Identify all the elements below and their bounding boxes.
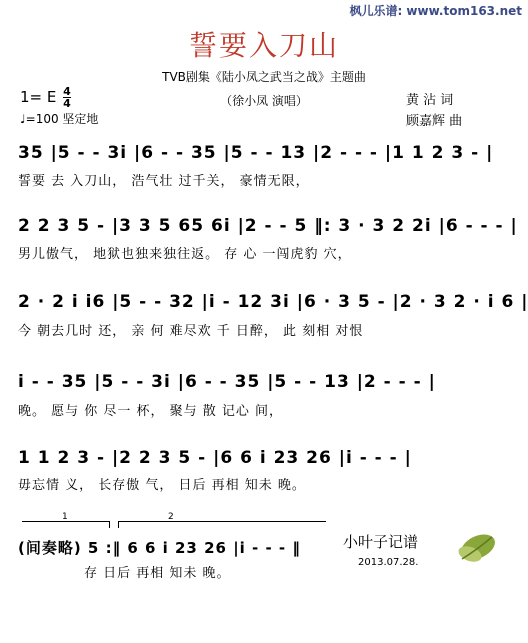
second-ending-number: 2 <box>168 512 174 522</box>
score-notes-row-4: i - - 35 |5 - - 3i |6 - - 35 |5 - - 13 |2 - - - | <box>18 372 436 392</box>
first-ending-tick <box>109 521 110 528</box>
tea-leaf-icon <box>452 527 500 567</box>
first-ending-number: 1 <box>62 512 68 522</box>
score-lyrics-row-6: 存 日后 再相 知未 晚。 <box>84 566 231 581</box>
score-lyrics-row-5: 毋忘情 义， 长存傲 气， 日后 再相 知未 晚。 <box>18 478 306 493</box>
key-signature <box>20 86 71 109</box>
song-title: 誓要入刀山 <box>188 29 339 62</box>
lyricist: 黄 沾 词 <box>406 93 454 108</box>
score-lyrics-row-2: 男儿傲气， 地狱也独来独往返。 存 心 一闯虎豹 穴， <box>18 247 352 262</box>
transcriber-signature: 小叶子记谱 <box>343 533 419 551</box>
key-label: 1= E <box>20 88 57 106</box>
site-watermark: 枫儿乐谱: www.tom163.net <box>349 4 522 18</box>
score-notes-row-2: 2 2 3 5 - |3 3 5 65 6i |2 - - 5 ‖: 3 · 3 2 2i |6 - - - | <box>18 216 518 236</box>
tempo-marking: ♩=100 坚定地 <box>20 112 99 126</box>
score-lyrics-row-4: 晚。 愿与 你 尽一 杯， 聚与 散 记心 间， <box>18 404 284 419</box>
score-notes-row-1: 35 |5 - - 3i |6 - - 35 |5 - - 13 |2 - - - |1 1 2 3 - | <box>18 143 494 163</box>
score-notes-row-5: 1 1 2 3 - |2 2 3 5 - |6 6 i 23 26 |i - - - | <box>18 448 412 468</box>
time-signature <box>63 86 71 109</box>
time-top: 4 <box>63 85 71 98</box>
second-ending-tick <box>118 521 119 528</box>
score-lyrics-row-3: 今 朝去几时 还， 亲 何 难尽欢 千 日醉， 此 刻相 对恨 <box>18 324 364 339</box>
song-subtitle: TVB剧集《陆小凤之武当之战》主题曲 <box>162 70 366 84</box>
song-singer: （徐小凤 演唱） <box>220 94 308 108</box>
time-bottom: 4 <box>63 97 71 110</box>
transcription-date: 2013.07.28. <box>358 557 419 568</box>
score-lyrics-row-1: 誓要 去 入刀山， 浩气壮 过千关， 豪情无限， <box>18 174 310 189</box>
score-notes-row-6: (间奏略) 5 :‖ 6 6 i 23 26 |i - - - ‖ <box>18 539 301 557</box>
composer: 顾嘉辉 曲 <box>406 114 463 129</box>
score-notes-row-3: 2 · 2 i i6 |5 - - 32 |i - 12 3i |6 · 3 5 - |2 · 3 2 · i 6 | <box>18 292 528 312</box>
second-ending-bracket <box>118 521 326 522</box>
